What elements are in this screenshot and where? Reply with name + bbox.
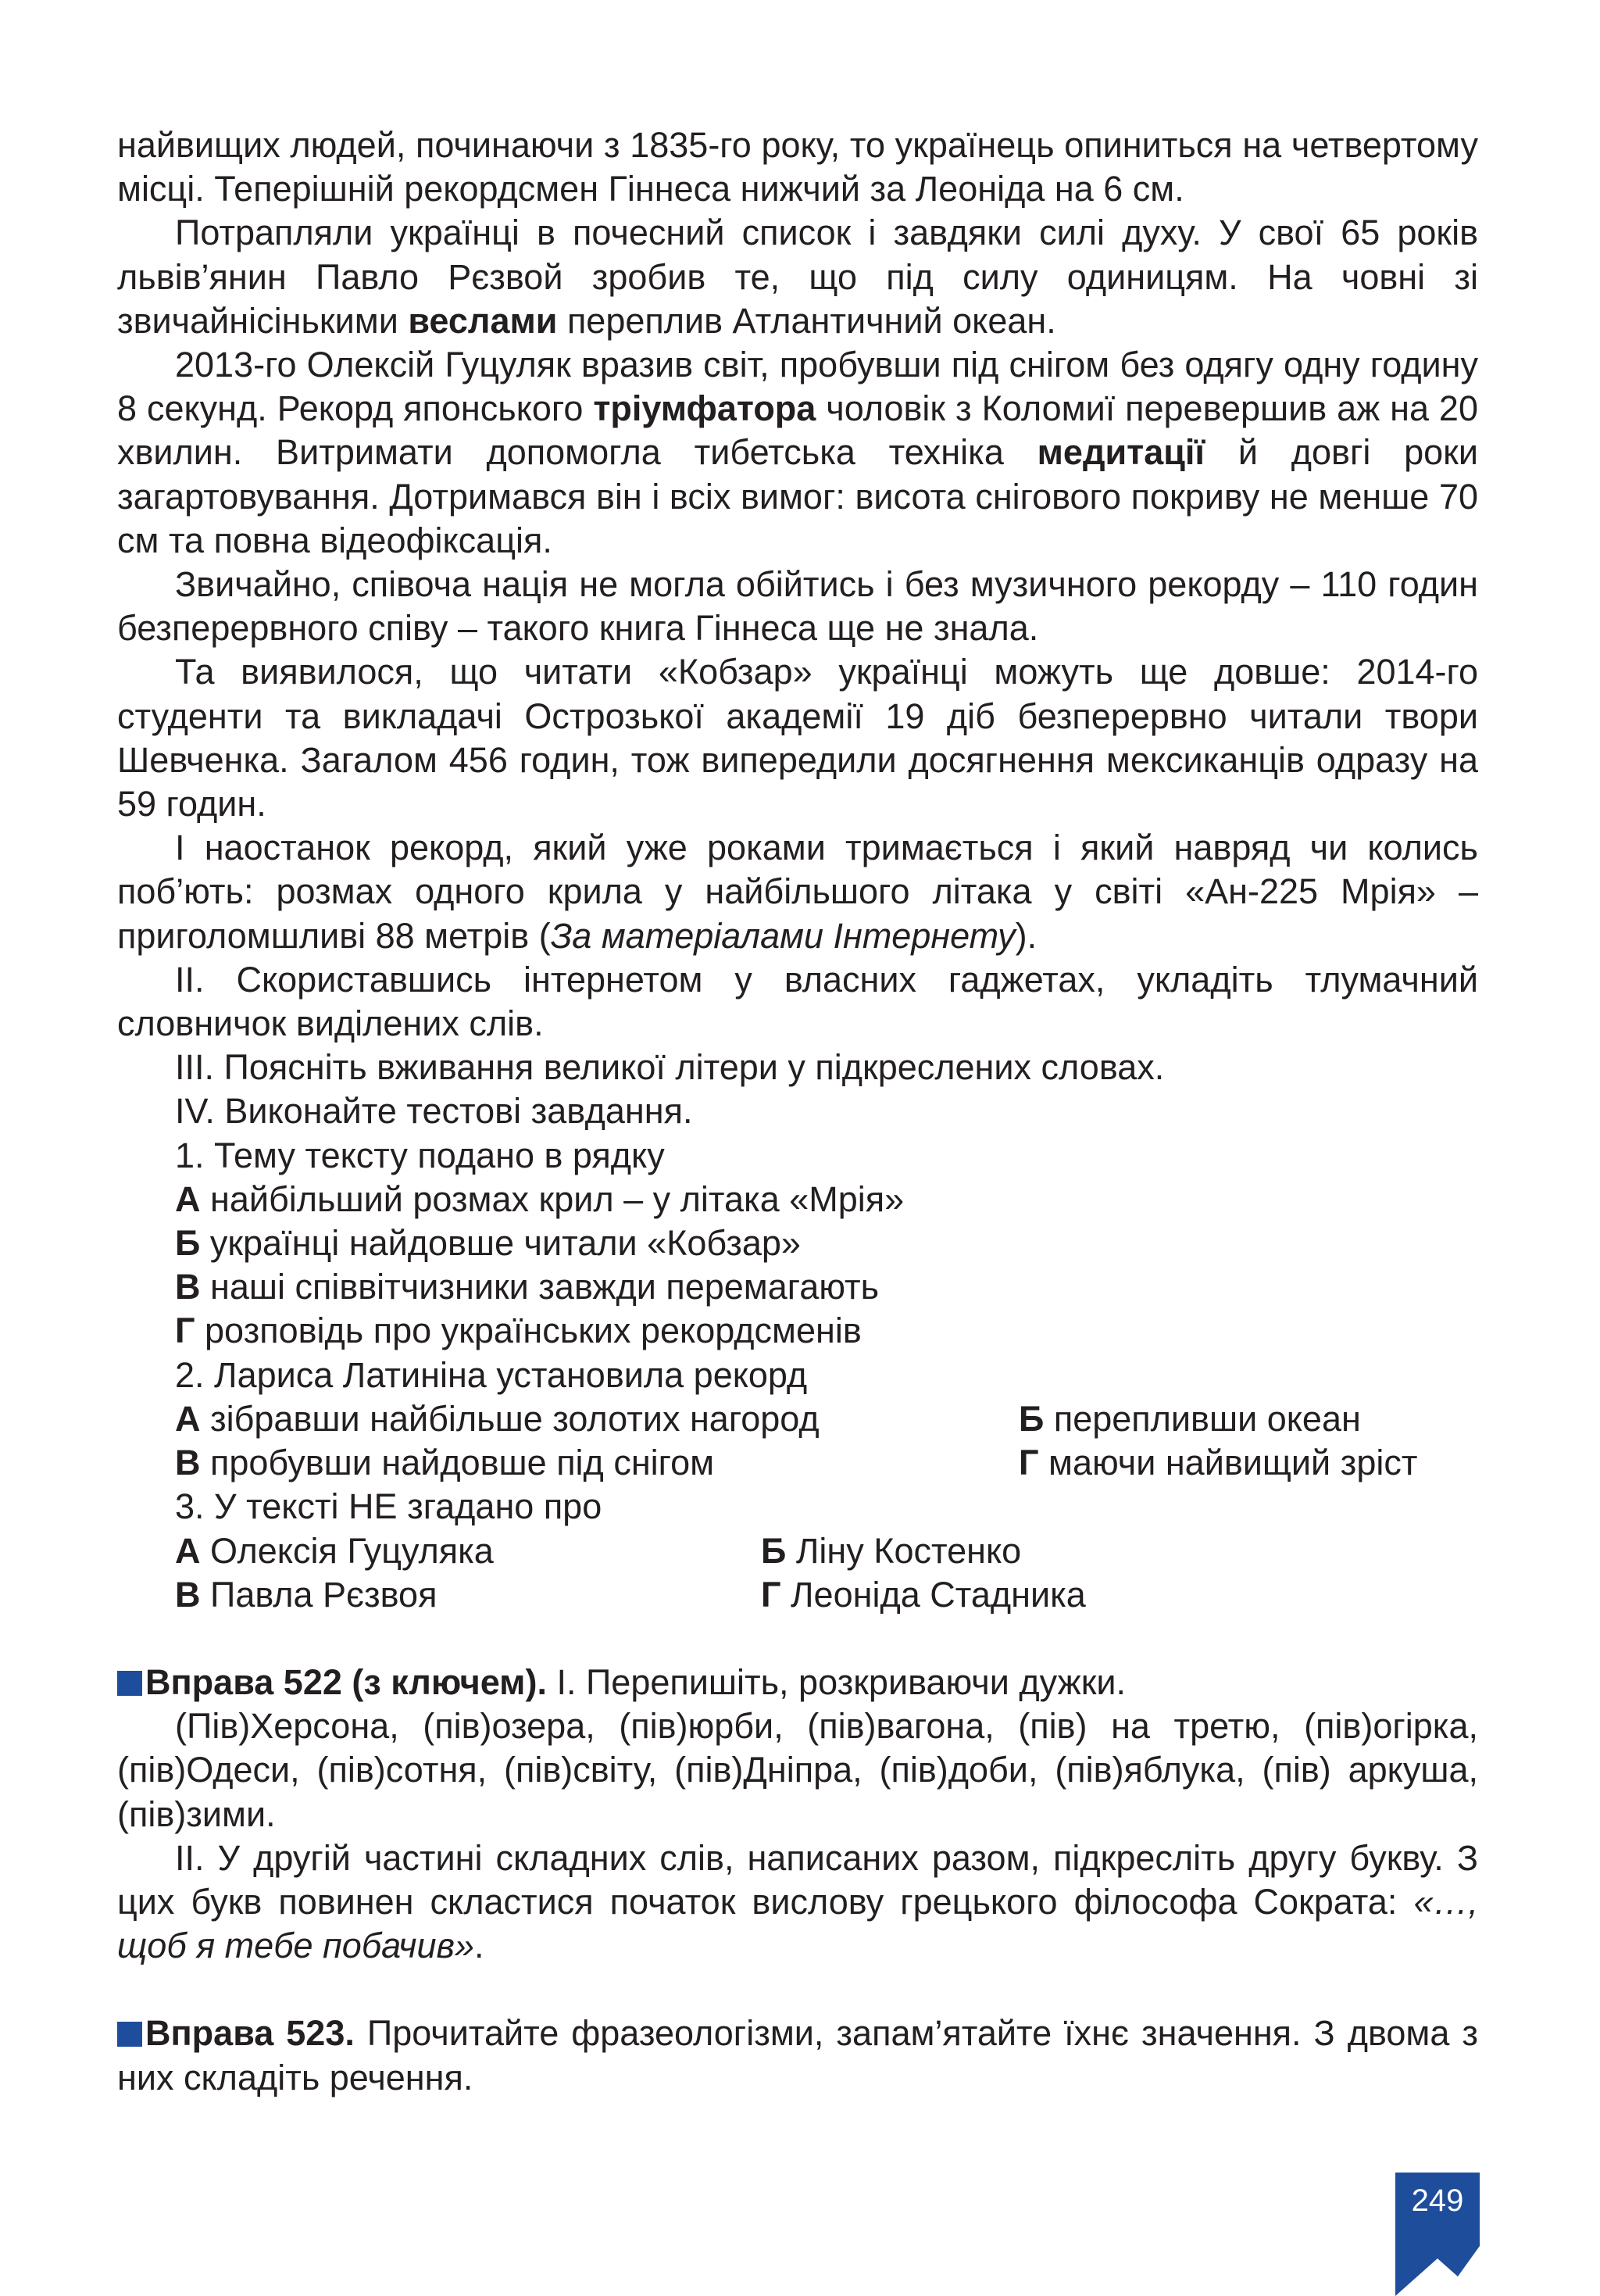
highlighted-word: медитації — [1037, 432, 1205, 473]
text-span: ). — [1015, 915, 1038, 956]
question-2: 2. Лариса Латиніна установила рекорд — [175, 1354, 808, 1395]
page-number-tab — [1395, 2173, 1480, 2296]
option-letter: Б — [761, 1530, 787, 1571]
option-text: найбільший розмах крил – у літака «Мрія» — [200, 1178, 905, 1219]
option-letter: В — [175, 1443, 201, 1483]
text-span: І наостанок рекорд, який уже роками тримається і який навряд чи колись поб’ють: розмах одного крила у найбільшого літака у світі «Ан-225 Мрія» – приголомшливі 88 метрів ( — [117, 828, 1478, 956]
exercise-523-heading — [117, 2012, 1478, 2099]
option-letter: Б — [175, 1223, 201, 1264]
option-letter: А — [175, 1530, 201, 1571]
answer-option — [117, 1265, 1478, 1309]
exercise-instruction: Прочитайте фразеологізми, запам’ятайте їхнє значення. З двома з них складіть речення. — [117, 2013, 1479, 2098]
option-text: розповідь про українських рекордсменів — [195, 1311, 862, 1351]
option-text: маючи найвищий зріст — [1038, 1443, 1418, 1483]
socrates-quote: «…, щоб я тебе побачив» — [117, 1881, 1478, 1966]
paragraph-5: Та виявилося, що читати «Кобзар» українці можуть ще довше: 2014-го студенти та викладачі Острозької академії 19 діб безперервно читали твори Шевченка. Загалом 456 годин, тож випередили досягнення мексиканців одразу на 59 годин. — [117, 652, 1478, 824]
text-span: . — [474, 1926, 484, 1966]
source-citation: За матеріалами Інтернету — [550, 915, 1016, 956]
answer-option — [117, 1309, 1478, 1353]
option-letter: Г — [761, 1574, 781, 1615]
page-content — [117, 123, 1478, 2100]
text-span: Потрапляли українці в почесний список і завдяки силі духу. У свої 65 років львів’янин Павло Рєзвой зробив те, що під силу одиницям. На човні зі звичайнісінькими — [117, 213, 1478, 341]
page-number: 249 — [1411, 2183, 1464, 2218]
exercise-title: Вправа 523. — [145, 2013, 355, 2054]
exercise-522-heading — [117, 1661, 1478, 1704]
answer-option — [117, 1178, 1478, 1221]
answer-option — [117, 1221, 1478, 1265]
answer-row — [117, 1573, 1478, 1617]
text-span: 2013-го Олексій Гуцуляк вразив світ, пробувши під снігом без одягу одну годину 8 секунд. Рекорд японського — [117, 345, 1478, 429]
exercise-marker-icon — [117, 1671, 142, 1696]
option-text: перепливши океан — [1044, 1398, 1361, 1439]
text-span: й довгі роки загартовування. Дотримався він і всіх вимог: висота снігового покриву не менше 70 см та повна відеофіксація. — [117, 432, 1478, 560]
task-4: ІV. Виконайте тестові завдання. — [175, 1091, 693, 1132]
task-2: ІІ. Скориставшись інтернетом у власних гаджетах, укладіть тлумачний словничок виділених слів. — [117, 959, 1478, 1044]
answer-option — [761, 1529, 1021, 1573]
answer-row — [117, 1441, 1478, 1485]
exercise-instruction: І. Перепишіть, розкриваючи дужки. — [546, 1661, 1127, 1702]
highlighted-word: тріумфатора — [593, 388, 816, 429]
answer-row — [117, 1397, 1478, 1441]
text-span: переплив Атлантичний океан. — [557, 300, 1056, 341]
text-span: ІІ. У другій частині складних слів, написаних разом, підкресліть другу букву. З цих букв повинен скластися початок вислову грецького філософа Сократа: — [117, 1837, 1478, 1922]
answer-option — [175, 1529, 761, 1573]
option-text: наші співвітчизники завжди перемагають — [200, 1267, 880, 1307]
answer-row — [117, 1529, 1478, 1573]
option-letter: Г — [1019, 1443, 1039, 1483]
answer-option — [175, 1441, 1019, 1485]
paragraph-4: Звичайно, співоча нація не могла обійтись і без музичного рекорду – 110 годин безперервного співу – такого книга Гіннеса ще не знала. — [117, 564, 1478, 649]
paragraph-6 — [117, 826, 1478, 958]
text-span: чоловік з Коломиї перевершив аж на 20 хвилин. Витримати допомогла тибетська техніка — [117, 388, 1478, 473]
exercise-522-part-2 — [117, 1836, 1478, 1969]
option-text: пробувши найдовше під снігом — [200, 1443, 715, 1483]
answer-option — [761, 1573, 1086, 1617]
exercise-title: Вправа 522 (з ключем). — [145, 1661, 547, 1702]
option-text: зібравши найбільше золотих нагород — [200, 1398, 820, 1439]
option-letter: Б — [1019, 1398, 1045, 1439]
highlighted-word: веслами — [408, 300, 558, 341]
answer-option — [175, 1573, 761, 1617]
option-letter: А — [175, 1178, 201, 1219]
answer-option — [1019, 1397, 1361, 1441]
option-text: Олексія Гуцуляка — [200, 1530, 494, 1571]
exercise-522-words: (Пів)Херсона, (пів)озера, (пів)юрби, (пів)вагона, (пів) на третю, (пів)огірка, (пів)Одеси, (пів)сотня, (пів)світу, (пів)Дніпра, (пів)доби, (пів)яблука, (пів) аркуша, (пів)зими. — [117, 1706, 1478, 1834]
option-text: Ліну Костенко — [786, 1530, 1022, 1571]
paragraph-1: найвищих людей, починаючи з 1835-го року, то українець опиниться на четвертому місці. Теперішній рекордсмен Гіннеса нижчий за Леоніда на 6 см. — [117, 125, 1478, 209]
answer-option — [1019, 1441, 1417, 1485]
option-letter: В — [175, 1574, 201, 1615]
option-letter: А — [175, 1398, 201, 1439]
answer-option — [175, 1397, 1019, 1441]
question-3: 3. У тексті НЕ згадано про — [175, 1486, 602, 1527]
paragraph-3 — [117, 343, 1478, 563]
question-1: 1. Тему тексту подано в рядку — [175, 1135, 665, 1175]
option-letter: Г — [175, 1311, 195, 1351]
exercise-marker-icon — [117, 2022, 142, 2047]
option-text: Леоніда Стадника — [780, 1574, 1086, 1615]
option-letter: В — [175, 1267, 201, 1307]
paragraph-2 — [117, 211, 1478, 343]
task-3: ІІІ. Поясніть вживання великої літери у підкреслених словах. — [175, 1047, 1165, 1088]
option-text: українці найдовше читали «Кобзар» — [200, 1223, 801, 1264]
option-text: Павла Рєзвоя — [200, 1574, 438, 1615]
